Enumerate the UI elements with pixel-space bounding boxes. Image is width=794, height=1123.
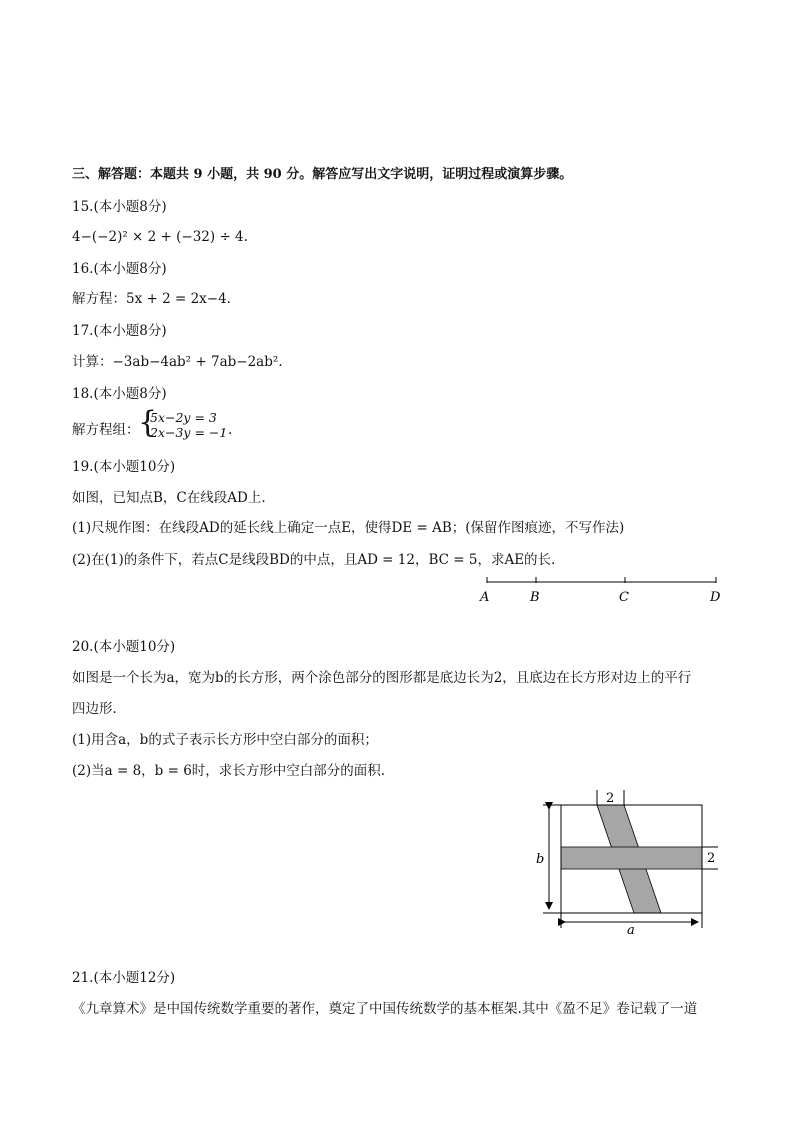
- problem-21-statement: 《九章算术》是中国传统数学重要的著作，奠定了中国传统数学的基本框架.其中《盈不足》卷记载了一道: [72, 1001, 698, 1017]
- problem-18-number: 18.(本小题8分): [72, 386, 167, 402]
- right-base-label: 2: [707, 851, 716, 866]
- problem-20-statement-1: 如图是一个长为a，宽为b的长方形，两个涂色部分的图形都是底边长为2，且底边在长方形对边上的平行: [72, 670, 692, 686]
- problem-18-equation-1: 5x−2y = 3: [150, 410, 217, 425]
- width-label-a: a: [627, 923, 635, 938]
- problem-20-part-1: (1)用含a，b的式子表示长方形中空白部分的面积；: [72, 732, 378, 748]
- problem-18-equation-2: 2x−3y = −1: [150, 425, 228, 440]
- problem-17-number: 17.(本小题8分): [72, 323, 167, 339]
- height-label-b: b: [536, 852, 545, 867]
- rectangle-figure: [530, 785, 730, 940]
- problem-21-number: 21.(本小题12分): [72, 970, 176, 986]
- problem-15-number: 15.(本小题8分): [72, 199, 167, 215]
- top-base-label: 2: [606, 791, 615, 806]
- segment-ad-figure: [478, 574, 728, 606]
- problem-19-statement: 如图，已知点B，C在线段AD上.: [72, 490, 266, 506]
- problem-15-expression: 4−(−2)² × 2 + (−32) ÷ 4.: [72, 229, 248, 245]
- problem-20-statement-2: 四边形.: [72, 701, 117, 717]
- problem-19-part-2: (2)在(1)的条件下，若点C是线段BD的中点，且AD = 12，BC = 5，求AE的长.: [72, 552, 556, 568]
- section-header: 三、解答题：本题共 9 小题，共 90 分。解答应写出文字说明，证明过程或演算步骤。: [72, 167, 573, 182]
- point-label-d: D: [710, 590, 721, 605]
- left-brace-icon: {: [138, 405, 158, 440]
- problem-20-part-2: (2)当a = 8，b = 6时，求长方形中空白部分的面积.: [72, 763, 386, 779]
- problem-17-expression: 计算：−3ab−4ab² + 7ab−2ab².: [72, 354, 283, 370]
- point-label-a: A: [480, 590, 490, 605]
- point-label-c: C: [619, 590, 629, 605]
- problem-19-part-1: (1)尺规作图：在线段AD的延长线上确定一点E，使得DE = AB；(保留作图痕迹，不写作法): [72, 520, 625, 536]
- problem-18-suffix: .: [228, 422, 233, 438]
- shaded-parallelogram-horizontal: [561, 847, 702, 869]
- problem-18-prefix: 解方程组：: [72, 422, 140, 438]
- problem-16-number: 16.(本小题8分): [72, 261, 167, 277]
- problem-16-equation: 解方程：5x + 2 = 2x−4.: [72, 291, 231, 307]
- problem-19-number: 19.(本小题10分): [72, 459, 176, 475]
- point-label-b: B: [530, 590, 540, 605]
- problem-20-number: 20.(本小题10分): [72, 639, 176, 655]
